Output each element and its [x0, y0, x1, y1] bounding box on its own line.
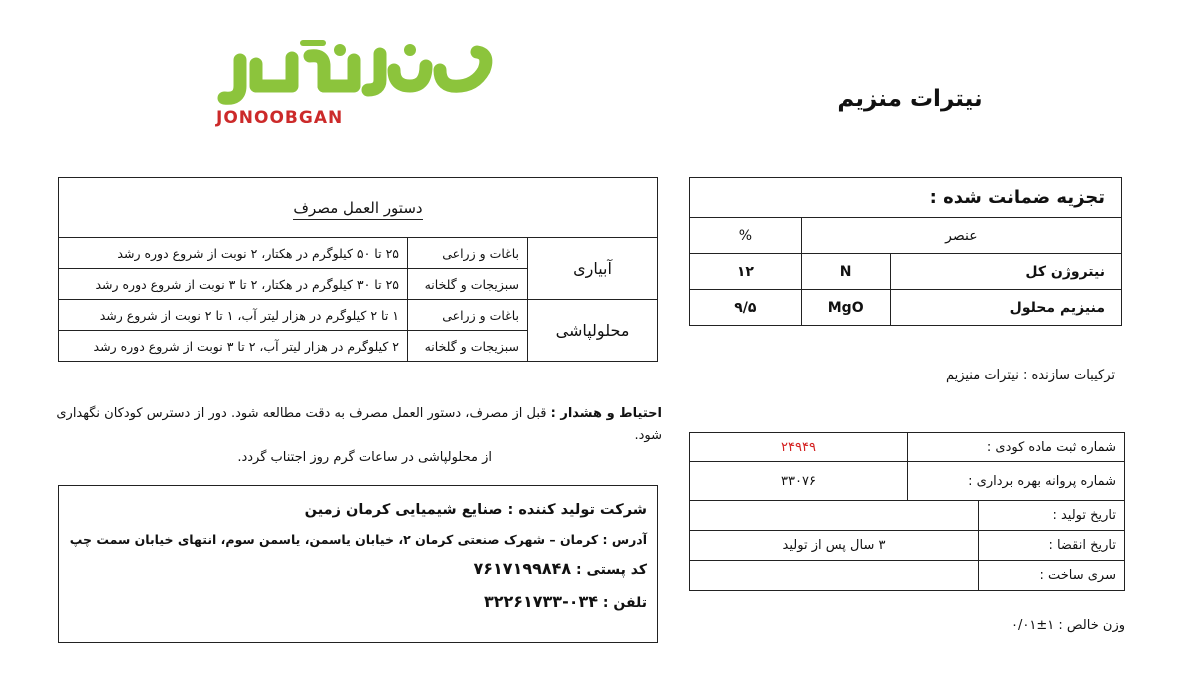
caution-line-2: از محلولپاشی در ساعات گرم روز اجتناب گردد. [237, 450, 492, 465]
expiry-label: تاریخ انقضا : [979, 531, 1125, 561]
license-label: شماره پروانه بهره برداری : [908, 462, 1125, 501]
guaranteed-analysis-table [689, 177, 1122, 326]
batch-label: سری ساخت : [979, 561, 1125, 591]
analysis-row-name: نیتروژن کل [890, 254, 1121, 290]
brand-logo [212, 40, 502, 132]
producer-company: شرکت تولید کننده : صنایع شیمیایی کرمان زمین [304, 502, 647, 518]
usage-dose: ۱ تا ۲ کیلوگرم در هزار لیتر آب، ۱ تا ۲ نوبت از شروع رشد [59, 300, 408, 331]
usage-method: آبیاری [528, 238, 658, 300]
registration-table [689, 432, 1125, 591]
brand-logo-mark [212, 40, 502, 110]
postal-label: کد پستی : [576, 562, 647, 578]
expiry-value: ۳ سال پس از تولید [690, 531, 979, 561]
usage-title-cell [59, 178, 658, 238]
caution-line-1: قبل از مصرف، دستور العمل مصرف به دقت مطالعه شود. دور از دسترس کودکان نگهداری شود. [56, 406, 662, 443]
usage-dose: ۲۵ تا ۳۰ کیلوگرم در هکتار، ۲ تا ۳ نوبت از شروع دوره رشد [59, 269, 408, 300]
caution-block [56, 403, 662, 469]
analysis-row-symbol: N [801, 254, 890, 290]
phone-number: ۰۳۴-۳۲۲۶۱۷۳۳ [483, 592, 598, 611]
brand-logo-latin: JONOOBGAN [216, 108, 344, 128]
analysis-col-percent: % [690, 218, 802, 254]
caution-label: احتیاط و هشدار : [550, 406, 662, 421]
analysis-col-element: عنصر [801, 218, 1121, 254]
postal-code: ۷۶۱۷۱۹۹۸۴۸ [473, 559, 572, 578]
producer-address: آدرس : کرمان – شهرک صنعتی کرمان ۲، خیابان یاسمن، یاسمن سوم، انتهای خیابان سمت چپ [69, 532, 647, 547]
analysis-row-percent: ۱۲ [690, 254, 802, 290]
analysis-row-symbol: MgO [801, 290, 890, 326]
usage-crop: سبزیجات و گلخانه [408, 269, 528, 300]
production-date-value [690, 501, 979, 531]
usage-crop: باغات و زراعی [408, 238, 528, 269]
composition-text: ترکیبات سازنده : نیترات منیزیم [945, 368, 1115, 383]
usage-dose: ۲۵ تا ۵۰ کیلوگرم در هکتار، ۲ نوبت از شروع دوره رشد [59, 238, 408, 269]
usage-crop: باغات و زراعی [408, 300, 528, 331]
product-title: نیترات منزیم [837, 86, 983, 112]
analysis-row-percent: ۹/۵ [690, 290, 802, 326]
reg-number-value: ۲۴۹۴۹ [690, 433, 908, 462]
usage-instructions-table [58, 177, 658, 362]
producer-box [58, 485, 658, 643]
producer-postal [69, 559, 647, 578]
reg-number-label: شماره ثبت ماده کودی : [908, 433, 1125, 462]
producer-phone [69, 592, 647, 611]
production-date-label: تاریخ تولید : [979, 501, 1125, 531]
usage-dose: ۲ کیلوگرم در هزار لیتر آب، ۲ تا ۳ نوبت از شروع دوره رشد [59, 331, 408, 362]
usage-crop: سبزیجات و گلخانه [408, 331, 528, 362]
batch-value [690, 561, 979, 591]
analysis-title: تجزیه ضمانت شده : [690, 178, 1122, 218]
license-value: ۳۳۰۷۶ [690, 462, 908, 501]
phone-label: تلفن : [602, 595, 647, 611]
usage-method: محلولپاشی [528, 300, 658, 362]
net-weight: وزن خالص : ۱±۰/۰۱ [1011, 618, 1125, 633]
usage-title: دستور العمل مصرف [293, 199, 422, 220]
analysis-row-name: منیزیم محلول [890, 290, 1121, 326]
